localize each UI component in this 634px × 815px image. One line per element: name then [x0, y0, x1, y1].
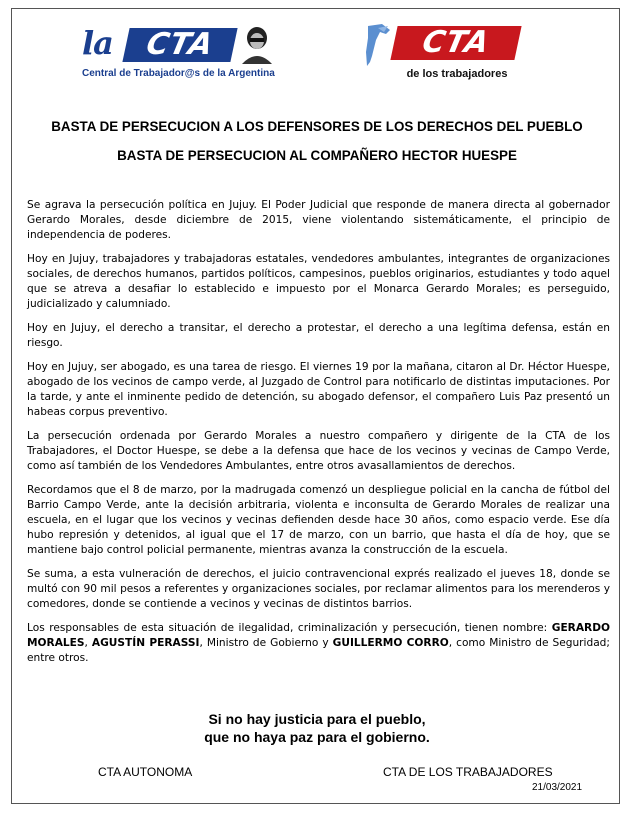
headline-2: BASTA DE PERSECUCION AL COMPAÑERO HECTOR HUESPE — [117, 148, 517, 163]
statement-body — [27, 198, 610, 675]
responsible-name: AGUSTÍN PERASSI — [91, 637, 200, 649]
responsible-name: GERARDO MORALES — [27, 622, 610, 649]
logo-word-cta: CTA — [122, 28, 237, 62]
paragraph: Se agrava la persecución política en Jujuy. El Poder Judicial que responde de manera directa al gobernador Gerardo Morales, desde diciembre de 2015, viene violentando sistemáticamente, el principio de independencia de poderes. — [27, 199, 610, 241]
closing-tail: , como Ministro de Seguridad; entre otros. — [27, 637, 610, 664]
logo-right-subtitle: de los trabajadores — [406, 68, 508, 80]
logo-word-cta: CTA — [390, 26, 521, 60]
paragraph: Recordamos que el 8 de marzo, por la madrugada comenzó un despliegue policial en la cancha de fútbol del Barrio Campo Verde, ante la decisión arbitraria, violenta e inconsulta de Gerardo Morales de realizar una escuela, en el lugar que los vecinos y vecinas defienden desde hace 30 años, como espacio verde. Ese día hubo represión y detenidos, al igual que el 17 de marzo, con un barrio, que hasta el día de hoy, que se mantiene bajo control policial permanente, mientras avanza la construcción de la escuela. — [27, 484, 610, 556]
signature-cta-trabajadores: CTA DE LOS TRABAJADORES — [383, 765, 553, 779]
paragraph: Hoy en Jujuy, ser abogado, es una tarea de riesgo. El viernes 19 por la mañana, citaron al Dr. Héctor Huespe, abogado de los vecinos de campo verde, al Juzgado de Control para notificarlo de distintas imputaciones. Por la tarde, y ante el inminente pedido de detención, su abogado defensor, el compañero Luis Paz presentó un habeas corpus preventivo. — [27, 361, 610, 418]
slogan-line-1: Si no hay justicia para el pueblo, — [208, 711, 426, 727]
signature-cta-autonoma: CTA AUTONOMA — [98, 765, 193, 779]
slogan-line-2: que no haya paz para el gobierno. — [204, 729, 430, 745]
closing-paragraph — [27, 621, 610, 666]
headline-1: BASTA DE PERSECUCION A LOS DEFENSORES DE LOS DERECHOS DEL PUEBLO — [51, 119, 583, 134]
paragraph: Hoy en Jujuy, el derecho a transitar, el derecho a protestar, el derecho a una legítima defensa, están en riesgo. — [27, 322, 610, 349]
closing-middle: , Ministro de Gobierno y — [199, 637, 333, 649]
closing-lead: Los responsables de esta situación de ilegalidad, criminalización y persecución, tienen nombre: — [27, 622, 552, 634]
paragraph: La persecución ordenada por Gerardo Morales a nuestro compañero y dirigente de la CTA de los Trabajadores, el Doctor Huespe, se debe a la defensa que hace de los vecinos y vecinas de Campo Verde, como así también de los Vendedores Ambulantes, entre otros avasallamientos de derechos. — [27, 430, 610, 472]
cta-autonoma-logo — [78, 22, 288, 86]
portrait-icon — [238, 24, 276, 64]
paragraph: Se suma, a esta vulneración de derechos, el juicio contravencional exprés realizado el jueves 18, donde se multó con 90 mil pesos a referentes y organizaciones sociales, por reclamar alimentos para los merenderos y comedores, donde se contiende a vecinos y vecinas de distintos barrios. — [27, 568, 610, 610]
responsible-name: GUILLERMO CORRO — [332, 637, 449, 649]
logo-left-subtitle: Central de Trabajador@s de la Argentina — [82, 68, 275, 79]
logo-word-la: la — [82, 24, 113, 62]
closing-separator: , — [84, 637, 92, 649]
cta-trabajadores-logo — [364, 22, 534, 86]
paragraph: Hoy en Jujuy, trabajadores y trabajadoras estatales, vendedores ambulantes, integrantes de organizaciones sociales, de derechos humanos, partidos políticos, campesinos, pueblos originarios, estudiantes y todo aquel que se atreva a desafiar lo establecido e impuesto por el Monarca Gerardo Morales; es perseguido, judicializado y calumniado. — [27, 253, 610, 310]
document-date: 21/03/2021 — [532, 782, 583, 793]
